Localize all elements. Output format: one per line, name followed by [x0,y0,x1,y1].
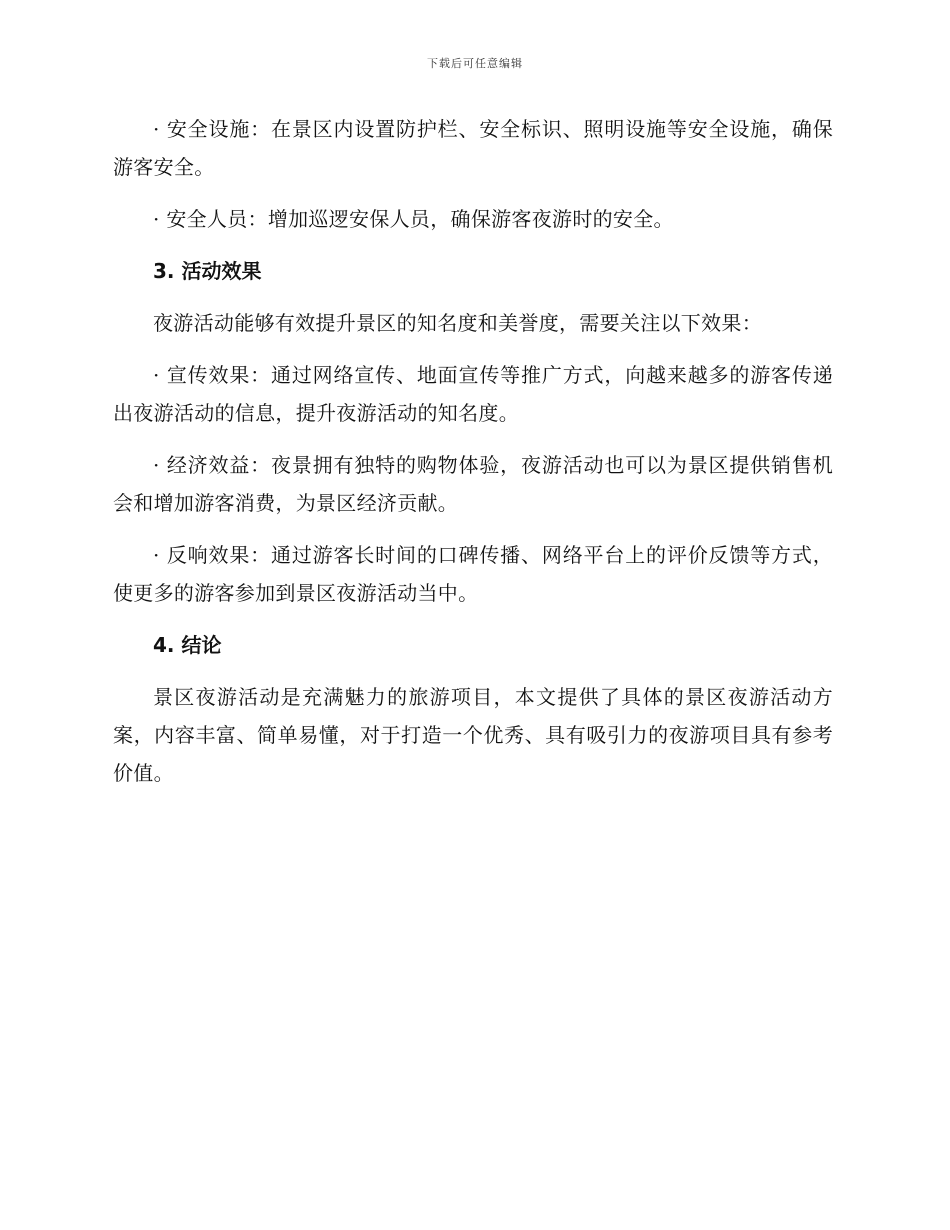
paragraph-conclusion: 景区夜游活动是充满魅力的旅游项目，本文提供了具体的景区夜游活动方案，内容丰富、简单易懂，对于打造一个优秀、具有吸引力的夜游项目具有参考价值。 [113,685,833,785]
bullet-response-effect: · 反响效果：通过游客长时间的口碑传播、网络平台上的评价反馈等方式，使更多的游客参加到景区夜游活动当中。 [113,543,833,605]
bullet-publicity-effect: · 宣传效果：通过网络宣传、地面宣传等推广方式，向越来越多的游客传递出夜游活动的信息，提升夜游活动的知名度。 [113,363,833,425]
bullet-economic-benefit: · 经济效益：夜景拥有独特的购物体验，夜游活动也可以为景区提供销售机会和增加游客消费，为景区经济贡献。 [113,453,833,515]
bullet-safety-staff: · 安全人员：增加巡逻安保人员，确保游客夜游时的安全。 [153,207,674,231]
paragraph-effects-intro: 夜游活动能够有效提升景区的知名度和美誉度，需要关注以下效果： [153,311,762,335]
header-note: 下载后可任意编辑 [427,57,523,70]
document-body [113,110,833,806]
bullet-safety-facilities: · 安全设施：在景区内设置防护栏、安全标识、照明设施等安全设施，确保游客安全。 [113,117,833,179]
section-heading-activity-effects: 3. 活动效果 [153,259,262,283]
section-heading-conclusion: 4. 结论 [153,633,222,657]
